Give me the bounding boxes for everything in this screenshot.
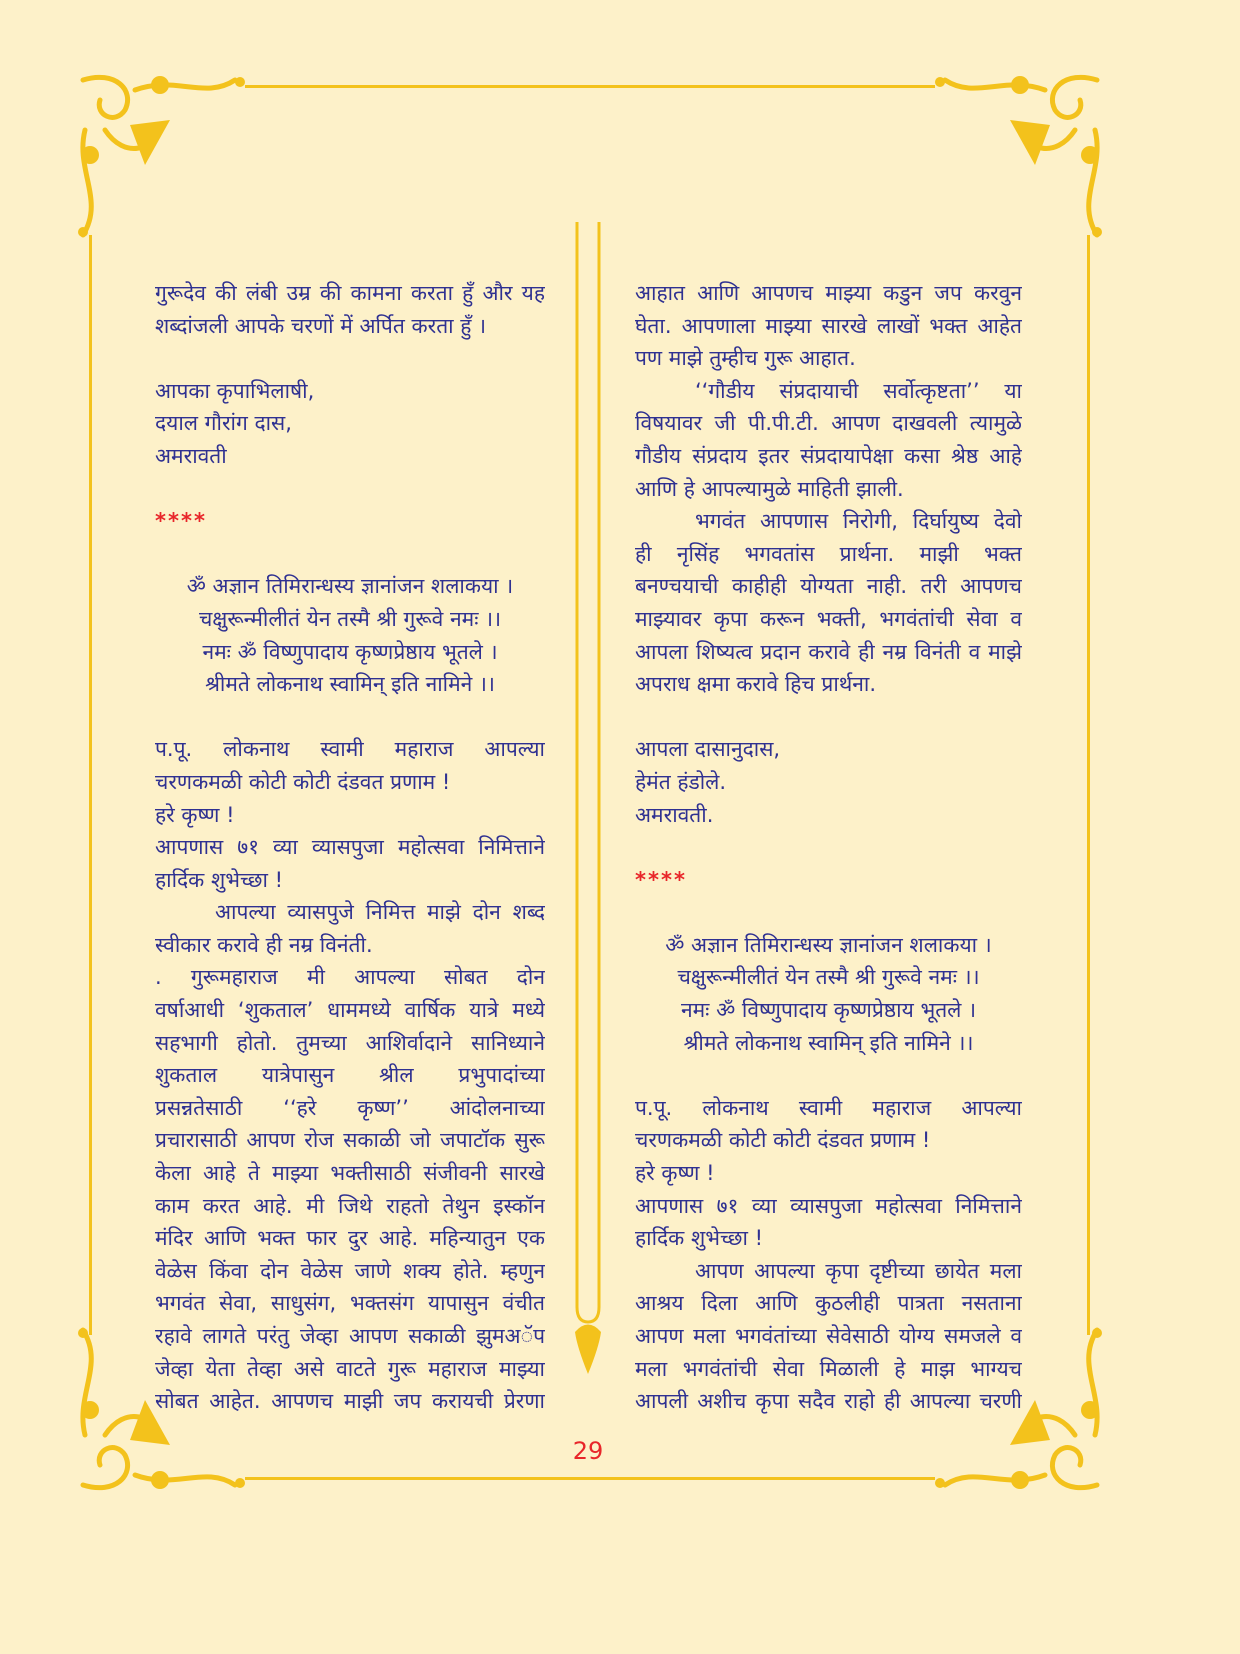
text-line: गौडीय संप्रदाय इतर संप्रदायापेक्षा कसा श्रेष्ठ आहे [635,443,1022,468]
text-line: शब्दांजली आपके चरणों में अर्पित करता हुँ । [155,313,487,338]
text-line: आपला शिष्यत्व प्रदान करावे ही नम्र विनंती व माझे [635,639,1022,664]
text-line: अमरावती [155,443,227,468]
text-line: विषयावर जी पी.पी.टी. आपण दाखवली त्यामुळे [635,411,1022,436]
left-column [155,277,545,1418]
blank-line [155,701,545,734]
text-line: केला आहे ते माझ्या भक्तीसाठी संजीवनी सारखे [155,1161,545,1186]
text-line: दयाल गौरांग दास, [155,411,292,436]
text-line: वर्षाआधी ‘शुकताल’ धाममध्ये वार्षिक यात्रे मध्ये [155,998,545,1023]
text-line: हरे कृष्ण ! [635,1161,715,1186]
section-separator: **** [155,509,207,534]
text-line: ॐ अज्ञान तिमिरान्धस्य ज्ञानांजन शलाकया । [665,932,992,957]
text-line: बनण्चयाची काहीही योग्यता नाही. तरी आपणच [635,574,1022,599]
corner-ornament-top-right [935,70,1105,240]
text-line: आपला दासानुदास, [635,737,781,762]
text-line: प.पू. लोकनाथ स्वामी महाराज आपल्या [155,737,545,762]
text-line: रहावे लागते परंतु जेव्हा आपण सकाळी झुमअॅप [155,1324,545,1348]
text-line: माझ्यावर कृपा करून भक्ती, भगवंतांची सेवा व [635,606,1022,631]
text-line: काम करत आहे. मी जिथे राहतो तेथुन इस्कॉन [155,1193,545,1218]
text-line: . गुरूमहाराज मी आपल्या सोबत दोन [155,965,545,990]
text-line: शुकताल यात्रेपासुन श्रील प्रभुपादांच्या [155,1063,545,1088]
right-column [635,277,1022,1418]
text-line: ‘‘गौडीय संप्रदायाची सर्वोत्कृष्टता’’ या [695,378,1022,403]
text-line: आहात आणि आपणच माझ्या कडुन जप करवुन [635,281,1022,305]
text-line: प.पू. लोकनाथ स्वामी महाराज आपल्या [635,1095,1022,1120]
text-line: हार्दिक शुभेच्छा ! [155,867,284,892]
text-line: आपण आपल्या कृपा दृष्टीच्या छायेत मला [695,1258,1022,1283]
column-divider [565,222,611,1382]
text-line: प्रसन्नतेसाठी ‘‘हरे कृष्ण’’ आंदोलनाच्या [155,1095,545,1120]
border-left [89,235,92,1335]
text-line: श्रीमते लोकनाथ स्वामिन् इति नामिने ।। [683,1030,974,1055]
text-line: हार्दिक शुभेच्छा ! [635,1226,764,1251]
text-line: घेता. आपणाला माझ्या सारखे लाखों भक्त आहेत [635,313,1022,338]
text-line: चरणकमळी कोटी कोटी दंडवत प्रणाम ! [635,1128,931,1153]
text-line: आपण मला भगवंतांच्या सेवेसाठी योग्य समजले व [635,1324,1022,1348]
page-number: 29 [572,1437,604,1465]
text-line: चरणकमळी कोटी कोटी दंडवत प्रणाम ! [155,769,451,794]
border-right [1087,235,1090,1335]
text-line: सहभागी होतो. तुमच्या आशिर्वादाने सानिध्याने [155,1030,545,1055]
text-line: ॐ अज्ञान तिमिरान्धस्य ज्ञानांजन शलाकया । [186,574,514,599]
text-line: नमः ॐ विष्णुपादाय कृष्णप्रेष्ठाय भूतले । [680,998,977,1023]
text-line: आपणास ७१ व्या व्यासपुजा महोत्सवा निमित्ताने [635,1193,1022,1218]
text-line: आपणास ७१ व्या व्यासपुजा महोत्सवा निमित्ताने [155,835,545,860]
text-line: वेळेस किंवा दोन वेळेस जाणे शक्य होते. म्हणुन [155,1258,545,1283]
text-line: भगवंत आपणास निरोगी, दिर्घायुष्य देवो [695,509,1022,534]
blank-line [635,831,1022,864]
text-line: आणि हे आपल्यामुळे माहिती झाली. [635,476,904,501]
text-line: गुरूदेव की लंबी उम्र की कामना करता हुँ और यह [155,281,545,305]
text-line: नमः ॐ विष्णुपादाय कृष्णप्रेष्ठाय भूतले । [202,639,498,664]
text-line: आपल्या व्यासपुजे निमित्त माझे दोन शब्द [215,900,545,925]
text-line: श्रीमते लोकनाथ स्वामिन् इति नामिने ।। [205,672,495,697]
text-line: भगवंत सेवा, साधुसंग, भक्तसंग यापासुन वंचीत [155,1291,545,1316]
text-line: चक्षुरून्मीलीतं येन तस्मै श्री गुरूवे नमः ।। [677,965,980,990]
text-line: मला भगवंतांची सेवा मिळाली हे माझ भाग्यच [635,1356,1022,1381]
border-bottom [245,1477,935,1480]
text-line: ही नृसिंह भगवतांस प्रार्थना. माझी भक्त [635,541,1022,566]
blank-line [155,342,545,375]
blank-line [155,473,545,506]
blank-line [635,1059,1022,1092]
text-line: आपली अशीच कृपा सदैव राहो ही आपल्या चरणी [635,1389,1022,1414]
text-line: हेमंत हंडोले. [635,769,727,794]
text-line: अमरावती. [635,802,714,827]
text-line: स्वीकार करावे ही नम्र विनंती. [155,932,373,957]
text-line: चक्षुरून्मीलीतं येन तस्मै श्री गुरूवे नमः ।। [198,606,502,631]
text-line: आश्रय दिला आणि कुठलीही पात्रता नसताना [635,1291,1022,1316]
blank-line [155,538,545,571]
text-line: आपका कृपाभिलाषी, [155,378,315,403]
border-top [245,85,935,88]
blank-line [635,701,1022,734]
text-line: प्रचारासाठी आपण रोज सकाळी जो जपाटॉक सुरू [155,1128,545,1153]
text-line: जेव्हा येता तेव्हा असे वाटते गुरू महाराज माझ्या [155,1356,545,1381]
text-line: पण माझे तुम्हीच गुरू आहात. [635,346,856,371]
section-separator: **** [635,867,687,892]
text-line: हरे कृष्ण ! [155,802,235,827]
text-line: अपराध क्षमा करावे हिच प्रार्थना. [635,672,877,697]
blank-line [635,896,1022,929]
text-line: मंदिर आणि भक्त फार दुर आहे. महिन्यातुन एक [155,1226,545,1251]
corner-ornament-top-left [75,70,245,240]
text-line: सोबत आहेत. आपणच माझी जप करायची प्रेरणा [155,1389,545,1414]
